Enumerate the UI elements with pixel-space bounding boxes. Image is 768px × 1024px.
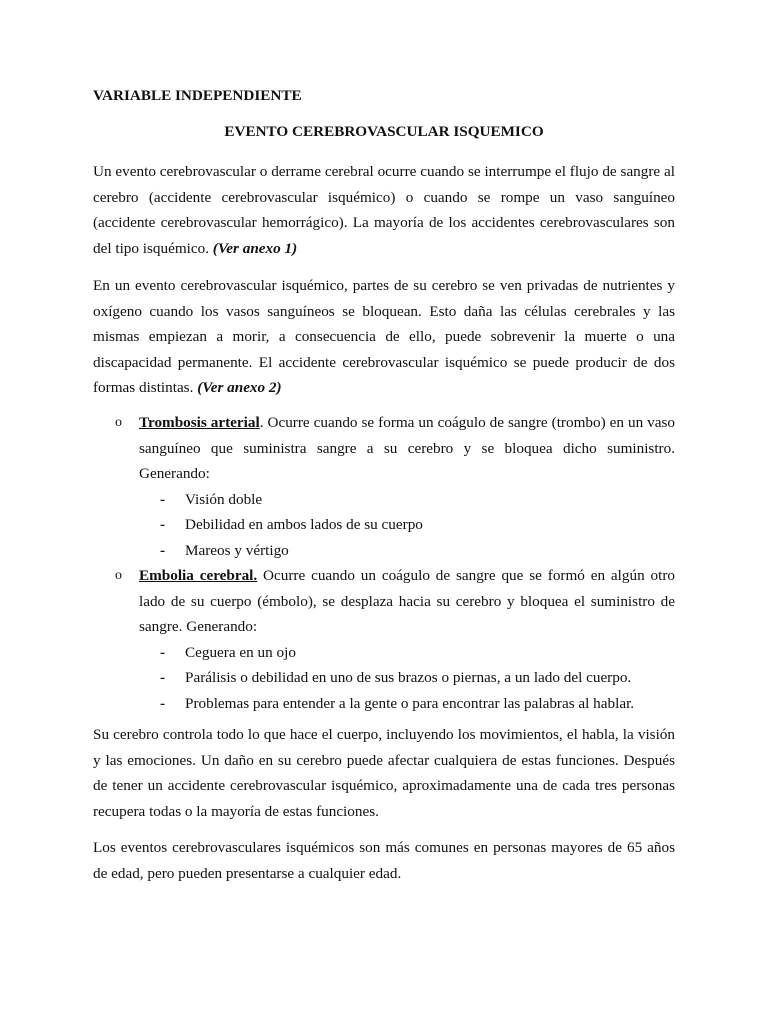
bullet-text-embolia: Ocurre cuando un coágulo de sangre que se formó en algún otro lado de su cuerpo (émbolo), se desplaza hacia su cerebro y bloquea el suministro de sangre. Generando: [139, 567, 675, 635]
section-label: VARIABLE INDEPENDIENTE [93, 87, 302, 104]
dash-marker: - [160, 541, 166, 559]
dash-marker: - [160, 490, 166, 508]
paragraph-ischemic [93, 273, 675, 401]
list-item [93, 665, 675, 691]
paragraph-ischemic-text: En un evento cerebrovascular isquémico, partes de su cerebro se ven privadas de nutrientes y oxígeno cuando los vasos sanguíneos se bloquean. Esto daña las células cerebrales y las mismas empiezan a morir, a consecuencia de ello, puede sobrevenir la muerte o una discapacidad permanente. El accidente cerebrovascular isquémico se puede producir de dos formas distintas. [93, 277, 675, 396]
annex-1-reference: (Ver anexo 1) [212, 239, 298, 257]
sub-list-embolia [93, 640, 675, 717]
bullet-marker: o [115, 568, 122, 583]
paragraph-intro-text: Un evento cerebrovascular o derrame cerebral ocurre cuando se interrumpe el flujo de sangre al cerebro (accidente cerebrovascular isquémico) o cuando se rompe un vaso sanguíneo (accidente cerebrovascular hemorrágico). La mayoría de los accidentes cerebrovasculares son del tipo isquémico. [93, 163, 675, 257]
bullet-item-embolia [93, 563, 675, 640]
paragraph-brain-functions: Su cerebro controla todo lo que hace el cuerpo, incluyendo los movimientos, el habla, la visión y las emociones. Un daño en su cerebro puede afectar cualquiera de estas funciones. Después de tener un accidente cerebrovascular isquémico, aproximadamente una de cada tres personas recupera todas o la mayoría de estas funciones. [93, 726, 675, 820]
bullet-term-trombosis: Trombosis arterial [139, 414, 260, 431]
list-item-text: Visión doble [185, 490, 263, 508]
bullet-item-trombosis [93, 410, 675, 487]
bullet-marker: o [115, 415, 122, 430]
list-item [93, 512, 675, 538]
dash-marker: - [160, 669, 166, 686]
paragraph-intro [93, 159, 675, 261]
paragraph-age: Los eventos cerebrovasculares isquémicos son más comunes en personas mayores de 65 años de edad, pero pueden presentarse a cualquier edad. [93, 839, 675, 882]
list-item-text: Debilidad en ambos lados de su cuerpo [185, 516, 423, 533]
dash-marker: - [160, 516, 166, 533]
bullet-term-embolia: Embolia cerebral. [139, 567, 258, 584]
annex-2-reference: (Ver anexo 2) [197, 379, 282, 396]
list-item-text: Problemas para entender a la gente o para encontrar las palabras al hablar. [185, 694, 635, 712]
bullet-text-trombosis: . Ocurre cuando se forma un coágulo de sangre (trombo) en un vaso sanguíneo que suministra sangre a su cerebro y se bloquea dicho suministro. Generando: [139, 414, 675, 482]
list-item [93, 691, 675, 717]
list-item-text: Ceguera en un ojo [185, 643, 296, 661]
list-item [93, 487, 675, 513]
list-item-text: Parálisis o debilidad en uno de sus brazos o piernas, a un lado del cuerpo. [185, 669, 632, 686]
document-title: EVENTO CEREBROVASCULAR ISQUEMICO [224, 123, 544, 140]
sub-list-trombosis [93, 487, 675, 564]
dash-marker: - [160, 643, 166, 661]
dash-marker: - [160, 694, 166, 712]
list-item-text: Mareos y vértigo [185, 541, 289, 559]
list-item [93, 640, 675, 666]
list-item [93, 538, 675, 564]
bullet-list-causes [93, 410, 675, 716]
